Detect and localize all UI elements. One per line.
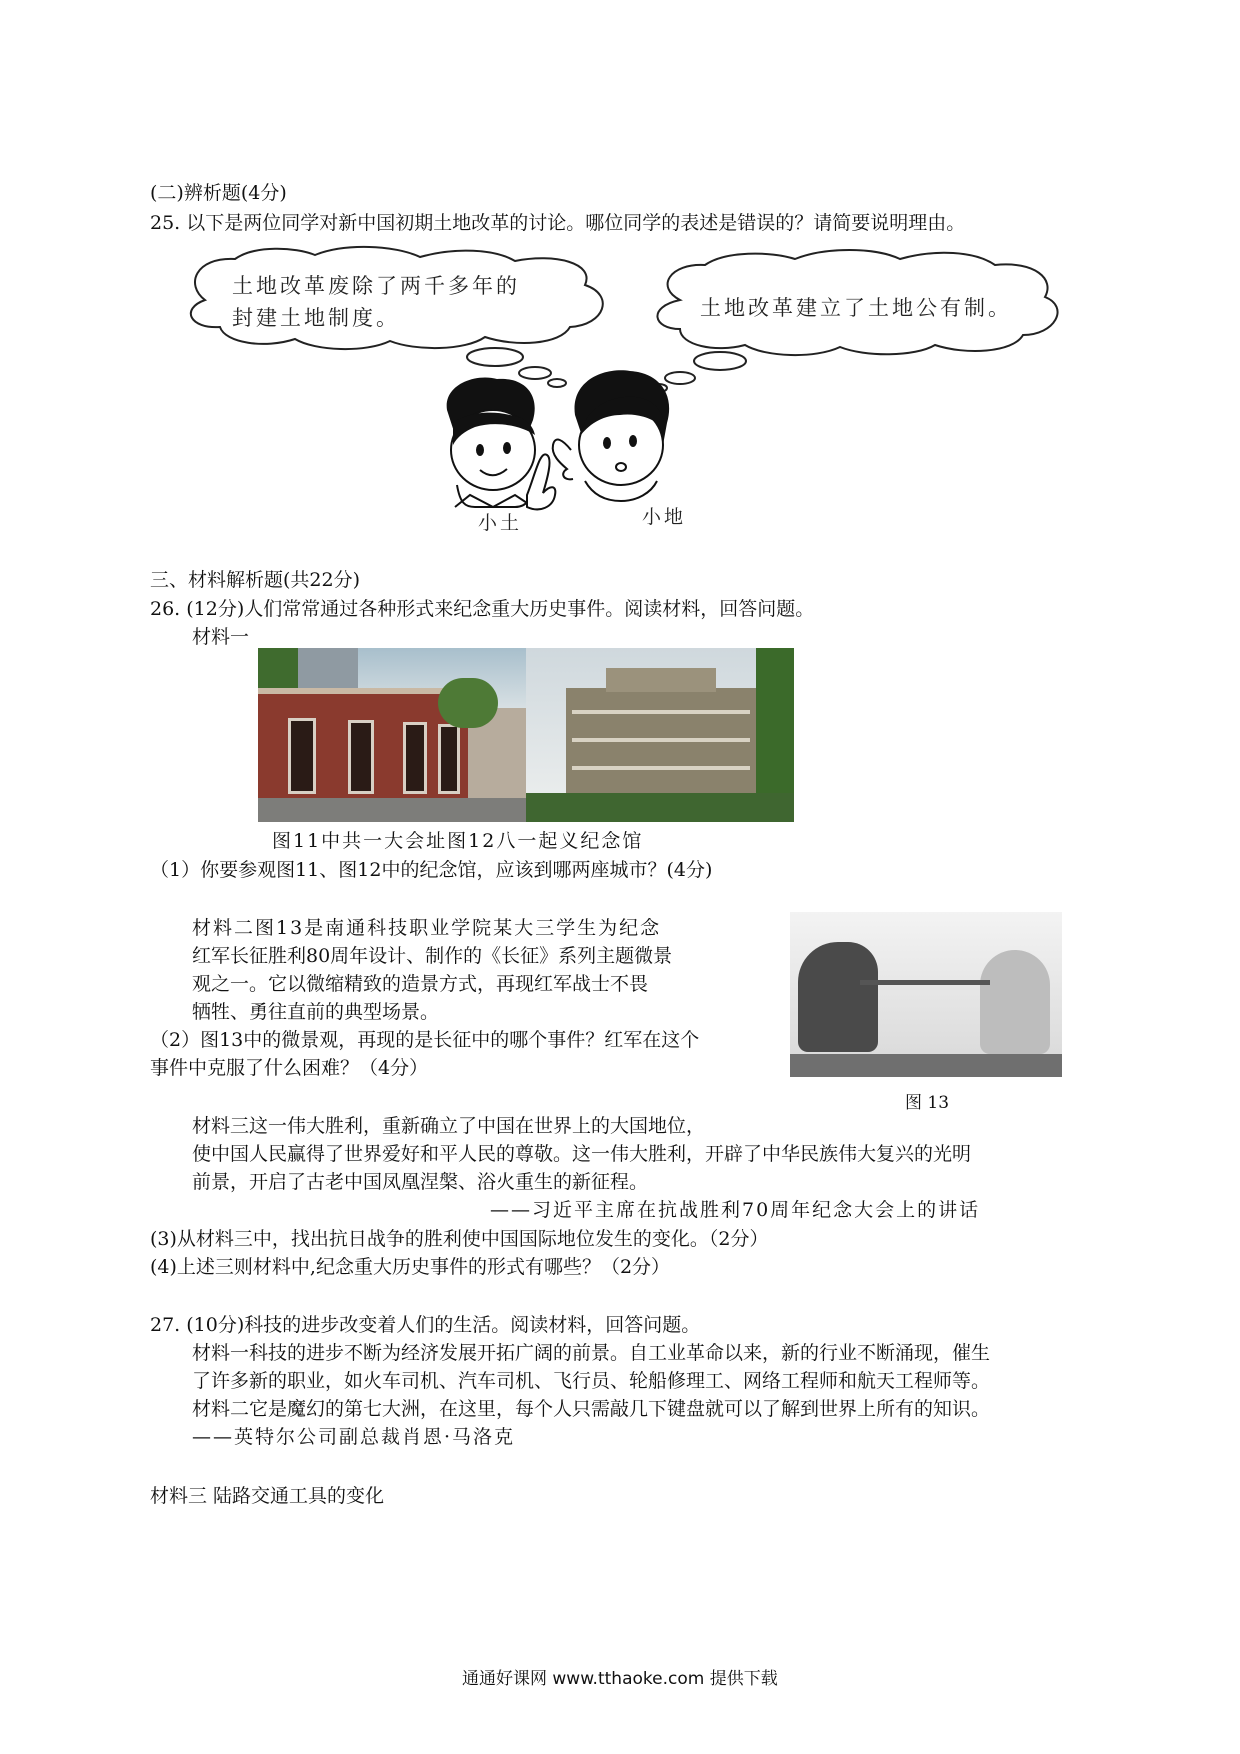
girl-figure bbox=[553, 370, 669, 501]
q26-material2-line4: 牺牲、勇往直前的典型场景。 bbox=[192, 1001, 440, 1023]
footer-watermark: 通通好课网 www.tthaoke.com 提供下载 bbox=[462, 1669, 778, 1689]
q27-material2-line1: 材料二它是魔幻的第七大洲，在这里，每个人只需敲几下键盘就可以了解到世界上所有的知识。 bbox=[192, 1398, 991, 1420]
photo-bayi-uprising-hall bbox=[526, 648, 794, 822]
name-xiaotu: 小土 bbox=[478, 512, 523, 534]
q26-material3-line3: 前景，开启了古老中国凤凰涅槃、浴火重生的新征程。 bbox=[192, 1171, 649, 1193]
q26-material3-line2: 使中国人民赢得了世界爱好和平人民的尊敬。这一伟大胜利，开辟了中华民族伟大复兴的光明 bbox=[192, 1143, 972, 1165]
q26-material3-source: ——习近平主席在抗战胜利70周年纪念大会上的讲话 bbox=[490, 1199, 981, 1221]
bubble-left-line2: 封建土地制度。 bbox=[232, 306, 400, 330]
question-26-stem: 26. (12分)人们常常通过各种形式来纪念重大历史事件。阅读材料，回答问题。 bbox=[150, 598, 815, 620]
figure-13-caption: 图 13 bbox=[905, 1093, 950, 1113]
q27-material1-line2: 了许多新的职业，如火车司机、汽车司机、飞行员、轮船修理工、网络工程师和航天工程师等。 bbox=[192, 1370, 991, 1392]
bubble-right-text: 土地改革建立了土地公有制。 bbox=[700, 296, 1012, 320]
bubble-left-line1: 土地改革废除了两千多年的 bbox=[232, 274, 520, 298]
q26-material2-line3: 观之一。它以微缩精致的造景方式，再现红军战士不畏 bbox=[192, 973, 649, 995]
section-heading-analysis: (二)辨析题(4分) bbox=[150, 182, 287, 204]
boy-figure bbox=[447, 377, 556, 509]
figure-11-12-caption: 图11中共一大会址图12八一起义纪念馆 bbox=[272, 830, 644, 852]
photo-first-congress-site bbox=[258, 648, 526, 822]
question-27-stem: 27. (10分)科技的进步改变着人们的生活。阅读材料，回答问题。 bbox=[150, 1314, 701, 1336]
q26-sub2-line2: 事件中克服了什么困难？（4分） bbox=[150, 1057, 429, 1079]
photo-diorama-luding-bridge bbox=[790, 912, 1062, 1077]
q26-material1-label: 材料一 bbox=[192, 626, 250, 648]
name-xiaodi: 小地 bbox=[642, 506, 687, 528]
q26-material3-line1: 材料三这一伟大胜利，重新确立了中国在世界上的大国地位， bbox=[192, 1115, 706, 1137]
section-heading-material: 三、材料解析题(共22分) bbox=[150, 569, 361, 591]
q26-material2-line2: 红军长征胜利80周年设计、制作的《长征》系列主题微景 bbox=[192, 945, 673, 967]
q27-material3-label: 材料三 陆路交通工具的变化 bbox=[150, 1485, 385, 1507]
q26-sub1: （1）你要参观图11、图12中的纪念馆，应该到哪两座城市？(4分) bbox=[150, 859, 713, 881]
q26-sub3: (3)从材料三中，找出抗日战争的胜利使中国国际地位发生的变化。（2分） bbox=[150, 1228, 769, 1250]
q27-material1-line1: 材料一科技的进步不断为经济发展开拓广阔的前景。自工业革命以来，新的行业不断涌现，催生 bbox=[192, 1342, 991, 1364]
q27-material2-source: ——英特尔公司副总裁肖恩·马洛克 bbox=[192, 1426, 516, 1448]
q26-sub2-line1: （2）图13中的微景观，再现的是长征中的哪个事件？红军在这个 bbox=[150, 1029, 700, 1051]
q26-material2-line1: 材料二图13是南通科技职业学院某大三学生为纪念 bbox=[192, 917, 662, 939]
question-25: 25. 以下是两位同学对新中国初期土地改革的讨论。哪位同学的表述是错误的？请简要说明理由。 bbox=[150, 212, 966, 234]
q26-sub4: (4)上述三则材料中,纪念重大历史事件的形式有哪些？（2分） bbox=[150, 1256, 671, 1278]
